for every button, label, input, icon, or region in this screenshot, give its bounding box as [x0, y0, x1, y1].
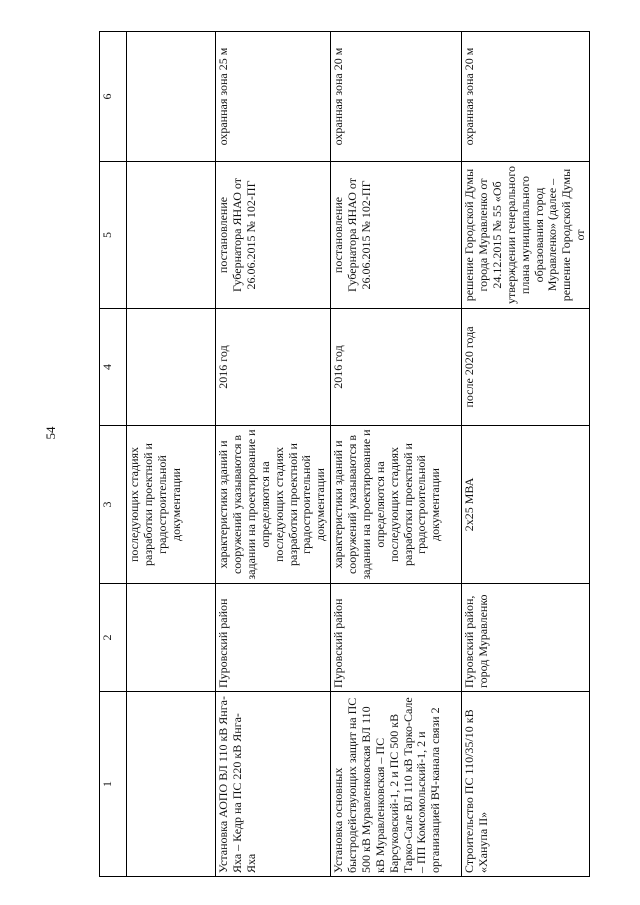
table-row	[127, 32, 216, 877]
period-cell: после 2020 года	[462, 309, 590, 426]
basis-document-cell	[127, 162, 216, 309]
basis-document-cell: решение Городской Думы города Муравленко от 24.12.2015 № 55 «Об утверждении генерального плана муниципального образования город Муравленко» (далее – решение Городской Думы от	[462, 162, 590, 309]
header-row	[100, 32, 127, 877]
characteristics-cell: характеристики зданий и сооружений указываются в задании на проектирование и определяются на последующих стадиях разработки проектной и градостроительной документации	[331, 426, 462, 584]
period-cell	[127, 309, 216, 426]
object-name-cell	[127, 692, 216, 877]
period-cell: 2016 год	[331, 309, 462, 426]
column-header: 5	[100, 162, 127, 309]
column-header: 3	[100, 426, 127, 584]
table-row	[331, 32, 462, 877]
basis-document-cell: постановление Губернатора ЯНАО от 26.06.2015 № 102-ПГ	[216, 162, 331, 309]
period-cell: 2016 год	[216, 309, 331, 426]
protection-zone-cell: охранная зона 20 м	[331, 32, 462, 162]
protection-zone-cell	[127, 32, 216, 162]
location-cell: Пуровский район	[331, 584, 462, 692]
object-name-cell: Установка основных быстродействующих защит на ПС 500 кВ Муравленковская ВЛ 110 кВ Муравленковская – ПС Барсуковский-1, 2 и ПС 500 кВ Тарко-Сале ВЛ 110 кВ Тарко-Сале – ПП Комсомольский-1, 2 и организацией ВЧ-канала связи 2	[331, 692, 462, 877]
object-name-cell: Установка АОПО ВЛ 110 кВ Янга-Яха – Кедр на ПС 220 кВ Янга-Яха	[216, 692, 331, 877]
location-cell	[127, 584, 216, 692]
column-header: 4	[100, 309, 127, 426]
location-cell: Пуровский район, город Муравленко	[462, 584, 590, 692]
page-number: 54	[43, 426, 58, 440]
column-header: 1	[100, 692, 127, 877]
column-header: 2	[100, 584, 127, 692]
table-row	[216, 32, 331, 877]
protection-zone-cell: охранная зона 20 м	[462, 32, 590, 162]
characteristics-cell: 2x25 МВА	[462, 426, 590, 584]
column-header: 6	[100, 32, 127, 162]
protection-zone-cell: охранная зона 25 м	[216, 32, 331, 162]
characteristics-cell: последующих стадиях разработки проектной и градостроительной документации	[127, 426, 216, 584]
object-name-cell: Строительство ПС 110/35/10 кВ «Ханупа II»	[462, 692, 590, 877]
location-cell: Пуровский район	[216, 584, 331, 692]
basis-document-cell: постановление Губернатора ЯНАО от 26.06.2015 № 102-ПГ	[331, 162, 462, 309]
planning-table	[99, 31, 590, 877]
table-row	[462, 32, 590, 877]
rotated-table-sheet	[99, 32, 588, 877]
characteristics-cell: характеристики зданий и сооружений указываются в задании на проектирование и определяются на последующих стадиях разработки проектной и градостроительной документации	[216, 426, 331, 584]
